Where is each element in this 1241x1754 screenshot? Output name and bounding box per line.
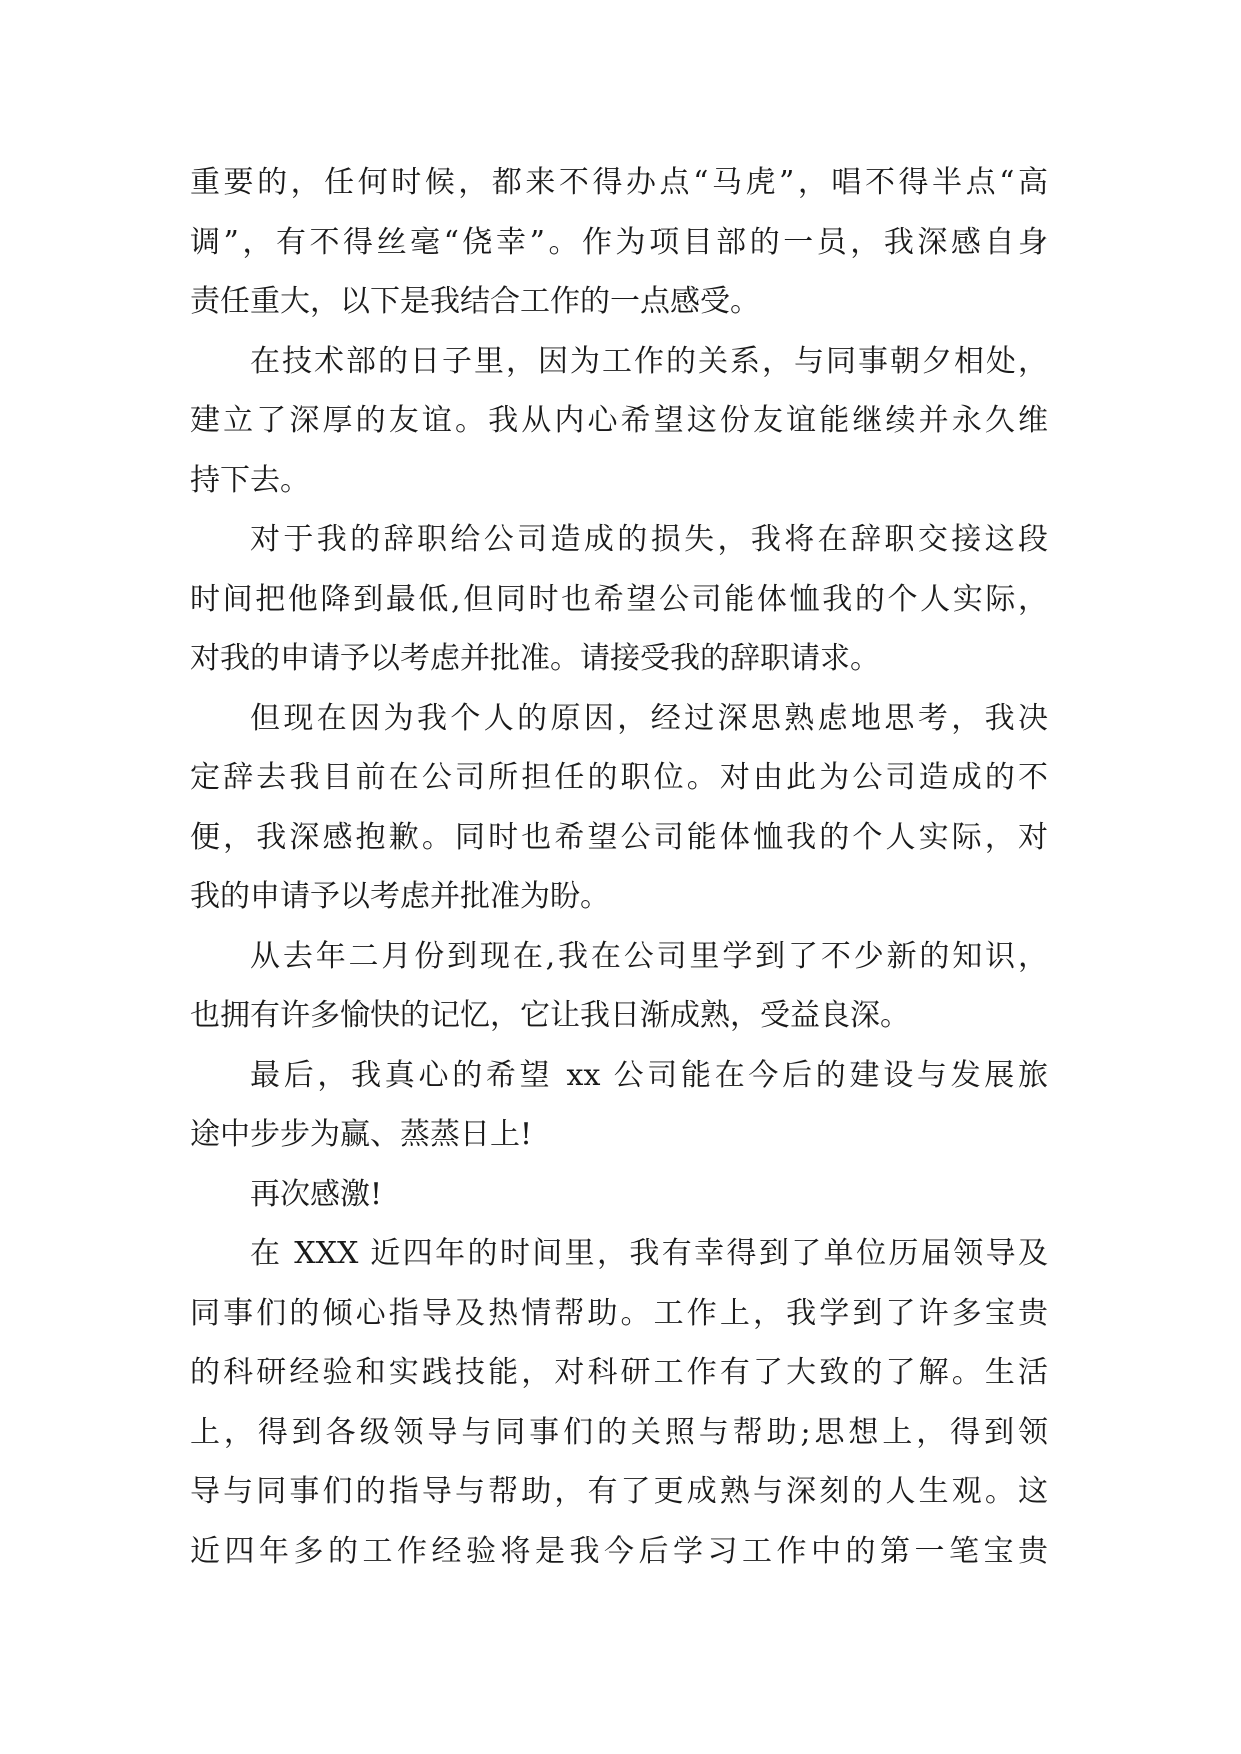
paragraph [190, 153, 1048, 332]
text-line: 也拥有许多愉快的记忆，它让我日渐成熟，受益良深。 [190, 998, 910, 1033]
text-line: 在 XXX 近四年的时间里，我有幸得到了单位历届领导及 [250, 1236, 1048, 1271]
document-body [190, 153, 1048, 1581]
text-line: 定辞去我目前在公司所担任的职位。对由此为公司造成的不 [190, 760, 1048, 795]
text-line: 在技术部的日子里，因为工作的关系，与同事朝夕相处， [250, 343, 1048, 379]
paragraph [190, 689, 1048, 927]
paragraph [190, 332, 1048, 511]
text-line: 再次感激! [250, 1176, 383, 1212]
text-line: 导与同事们的指导与帮助，有了更成熟与深刻的人生观。这 [190, 1474, 1048, 1509]
text-line: 途中步步为赢、蒸蒸日上! [190, 1117, 533, 1152]
text-line: 建立了深厚的友谊。我从内心希望这份友谊能继续并永久维 [190, 403, 1048, 438]
text-line: 同事们的倾心指导及热情帮助。工作上，我学到了许多宝贵 [190, 1295, 1048, 1331]
text-line: 我的申请予以考虑并批准为盼。 [190, 879, 610, 914]
paragraph [190, 1165, 1048, 1225]
text-line: 责任重大，以下是我结合工作的一点感受。 [190, 284, 760, 319]
text-line: 时间把他降到最低,但同时也希望公司能体恤我的个人实际， [190, 581, 1048, 617]
paragraph [190, 510, 1048, 689]
text-line: 便，我深感抱歉。同时也希望公司能体恤我的个人实际，对 [190, 819, 1048, 855]
paragraph [190, 927, 1048, 1046]
text-line: 近四年多的工作经验将是我今后学习工作中的第一笔宝贵 [190, 1533, 1048, 1569]
text-line: 重要的，任何时候，都来不得办点“马虎”，唱不得半点“高 [190, 165, 1048, 200]
paragraph [190, 1046, 1048, 1165]
text-line: 对我的申请予以考虑并批准。请接受我的辞职请求。 [190, 641, 880, 676]
text-line: 调”，有不得丝毫“侥幸”。作为项目部的一员，我深感自身 [190, 224, 1048, 260]
text-line: 对于我的辞职给公司造成的损失，我将在辞职交接这段 [250, 522, 1048, 557]
text-line: 最后，我真心的希望 xx 公司能在今后的建设与发展旅 [250, 1057, 1048, 1093]
text-line: 从去年二月份到现在,我在公司里学到了不少新的知识， [250, 938, 1048, 974]
text-line: 但现在因为我个人的原因，经过深思熟虑地思考，我决 [250, 700, 1048, 736]
paragraph [190, 1224, 1048, 1581]
text-line: 上，得到各级领导与同事们的关照与帮助;思想上，得到领 [190, 1414, 1048, 1450]
text-line: 持下去。 [190, 462, 310, 498]
text-line: 的科研经验和实践技能，对科研工作有了大致的了解。生活 [190, 1355, 1048, 1390]
